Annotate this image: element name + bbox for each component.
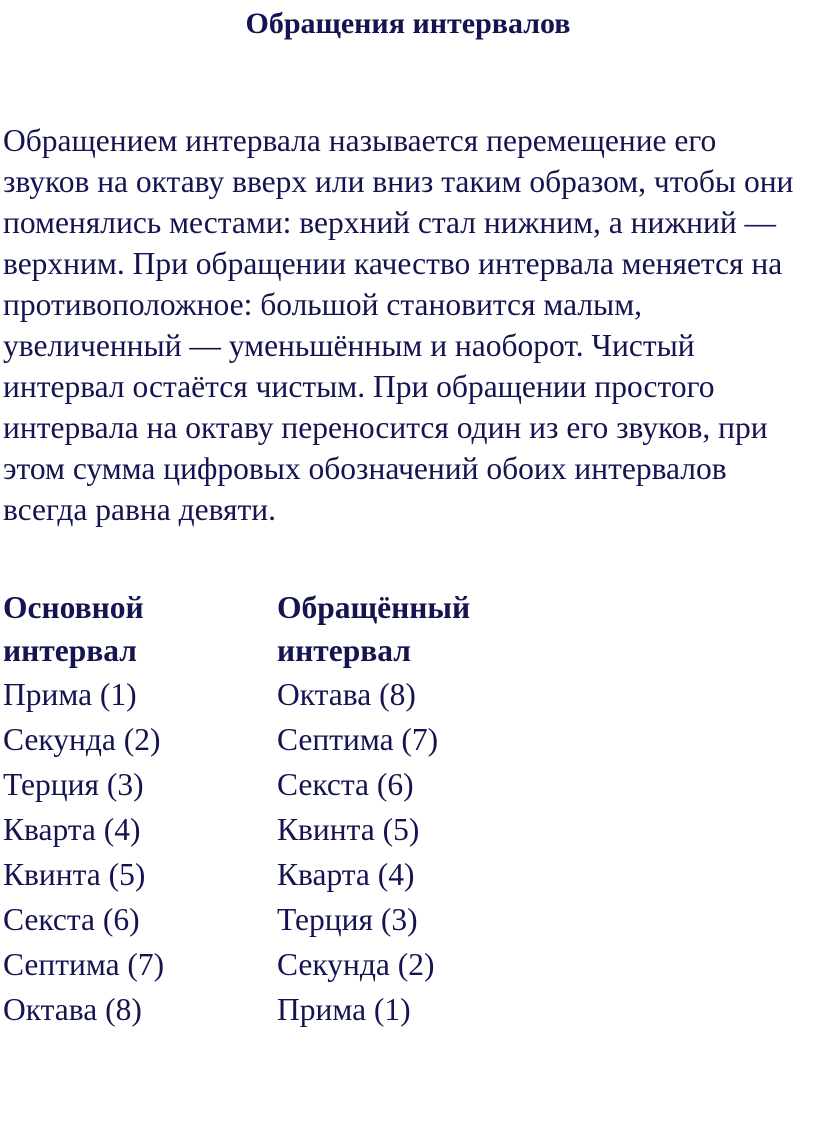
base-interval-cell: Септима (7) [3,947,165,982]
table-header-row [3,586,703,672]
base-interval-cell: Секунда (2) [3,722,161,757]
intervals-table [3,586,703,1032]
table-row [3,672,703,717]
table-row [3,807,703,852]
inverted-interval-cell: Октава (8) [277,677,416,712]
header-inverted-interval [277,586,703,672]
table-row [3,762,703,807]
inverted-interval-cell: Прима (1) [277,992,411,1027]
inverted-interval-cell: Квинта (5) [277,812,420,847]
inverted-interval-cell: Септима (7) [277,722,439,757]
header-base-line2: интервал [3,633,137,668]
inverted-interval-cell: Секунда (2) [277,947,435,982]
header-base-line1: Основной [3,590,144,625]
base-interval-cell: Секста (6) [3,902,140,937]
table-row [3,987,703,1032]
header-inverted-line1: Обращённый [277,590,471,625]
base-interval-cell: Квинта (5) [3,857,146,892]
table-row [3,897,703,942]
table-row [3,717,703,762]
page-title: Обращения интервалов [245,7,571,40]
header-base-interval [3,586,277,672]
base-interval-cell: Октава (8) [3,992,142,1027]
table-row [3,942,703,987]
definition-paragraph: Обращением интервала называется перемещение его звуков на октаву вверх или вниз таким образом, чтобы они поменялись местами: верхний стал нижним, а нижний — верхним. При обращении качество интервала меняется на противоположное: большой становится малым, увеличенный — уменьшённым и наоборот. Чистый интервал остаётся чистым. При обращении простого интервала на октаву переносится один из его звуков, при этом сумма цифровых обозначений обоих интервалов всегда равна девяти. [3,123,794,527]
base-interval-cell: Кварта (4) [3,812,141,847]
inverted-interval-cell: Терция (3) [277,902,418,937]
header-inverted-line2: интервал [277,633,411,668]
table-row [3,852,703,897]
base-interval-cell: Терция (3) [3,767,144,802]
inverted-interval-cell: Кварта (4) [277,857,415,892]
inverted-interval-cell: Секста (6) [277,767,414,802]
base-interval-cell: Прима (1) [3,677,137,712]
